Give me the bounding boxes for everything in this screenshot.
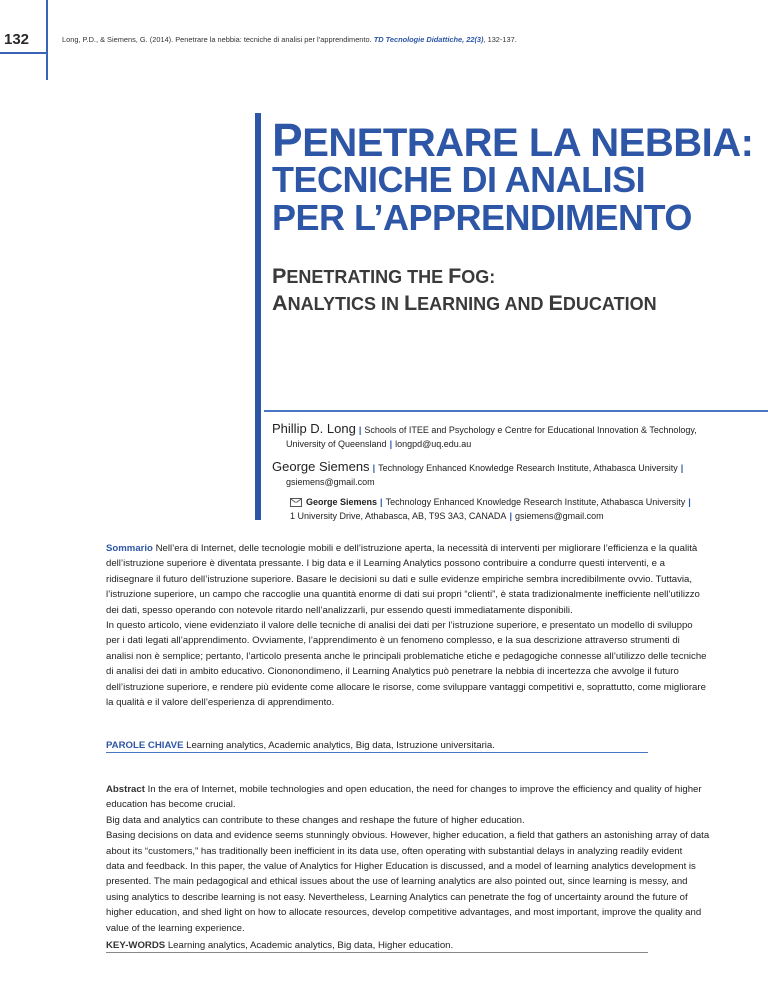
sommario-line: dei dati, spesso operando con notevole ritardo nell’analizzarli, pur essendo questi immediatamente disponibili. xyxy=(106,604,573,616)
citation-text: Long, P.D., & Siemens, G. (2014). Penetrare la nebbia: tecniche di analisi per l’apprendimento. xyxy=(62,35,372,44)
separator: | xyxy=(680,463,684,473)
abstract-line: In the era of Internet, mobile technologies and open education, the need for changes to improve the efficiency and quality of higher xyxy=(147,784,702,795)
abstract-line: presented. The main pedagogical and ethical issues about the use of learning analytics are also pointed out, since learning is messy, and xyxy=(106,876,688,888)
keywords-underline xyxy=(106,752,648,753)
subtitle-cap: F xyxy=(448,263,462,288)
sommario-line: dell’istruzione superiore è diventata pressante. I big data e il Learning Analytics possono contribuire a condurre questi interventi, e a xyxy=(106,558,665,570)
author-affiliation: Technology Enhanced Knowledge Research Institute, Athabasca University xyxy=(378,463,678,473)
sommario-line: Nell’era di Internet, delle tecnologie mobili e dell’istruzione aperta, la necessità di interventi per migliorare l’efficienza e la qualità xyxy=(155,543,698,554)
sommario-line: ridisegnare il futuro dell’istruzione superiore. Basare le decisioni su dati e sulle evidenze empiriche sembra incredibilmente ovvio. Tuttavia, xyxy=(106,573,693,585)
title-line-1-rest: ENETRARE LA NEBBIA: xyxy=(302,121,754,165)
key-words-text: Learning analytics, Academic analytics, Big data, Higher education. xyxy=(167,940,454,951)
parole-chiave-label: PAROLE CHIAVE xyxy=(106,740,184,751)
sommario-line: di analisi dei dati in ambito educativo. Ciononondimeno, il Learning Analytics può penetrare la nebbia di incertezza che avvolge il futuro xyxy=(106,666,679,678)
subtitle-text: OG: xyxy=(461,267,496,287)
correspondence-email[interactable]: gsiemens@gmail.com xyxy=(514,511,604,521)
abstract-line: education has become crucial. xyxy=(106,799,236,811)
abstract-line: higher education, and shed light on how to allocate resources, develop competitive advantages, and most important, improve the quality and xyxy=(106,907,702,919)
sommario-label: Sommario xyxy=(106,543,153,554)
subtitle-text: ENETRATING THE xyxy=(286,267,449,287)
correspondence-name: George Siemens xyxy=(306,497,378,507)
envelope-icon xyxy=(290,498,302,507)
separator: | xyxy=(358,425,362,435)
title-accent-bar xyxy=(255,113,261,520)
abstract-line: Big data and analytics can contribute to these changes and reshape the future of higher education. xyxy=(106,814,525,826)
abstract-label: Abstract xyxy=(106,784,145,795)
abstract-line: data and feedback. In this paper, the value of Analytics for Higher Education is discussed, and a model of learning analytics development is xyxy=(106,861,696,873)
abstract-paragraph xyxy=(106,782,710,936)
citation-pages: , 132-137. xyxy=(483,35,517,44)
article-title-line-3: PER L’APPRENDIMENTO xyxy=(272,197,692,238)
separator: | xyxy=(380,497,383,507)
correspondence-affiliation: Technology Enhanced Knowledge Research Institute, Athabasca University xyxy=(385,497,686,507)
authors-divider xyxy=(264,410,768,412)
sommario-line: l’istruzione superiore, un campo che raccoglie una quantità enorme di dati sui propri “clienti”, è stata tradizionalmente inefficiente nell’utilizzo xyxy=(106,589,700,601)
author-name: Phillip D. Long xyxy=(272,421,356,436)
subtitle-cap: P xyxy=(272,263,287,288)
sommario-line: dell’istruzione superiore, e rendere più evidente come allocare le risorse, come sviluppare vantaggi competitivi e, soprattutto, come migliorare xyxy=(106,681,706,693)
article-title-line-1 xyxy=(272,114,754,166)
key-words-underline xyxy=(106,952,648,953)
english-title-line-2 xyxy=(272,290,657,316)
abstract-line: using analytics to describe learning is not easy. Nevertheless, Learning Analytics can penetrate the fog of uncertainty around the future of xyxy=(106,891,688,903)
article-title-line-2: TECNICHE DI ANALISI xyxy=(272,159,646,200)
subtitle-cap: A xyxy=(272,290,288,315)
abstract-line: Basing decisions on data and evidence seems stunningly obvious. However, higher education, a field that gathers an astonishing array of data xyxy=(106,830,710,842)
subtitle-text: NALYTICS IN xyxy=(287,294,404,314)
author-affiliation-continued: University of Queensland xyxy=(286,439,387,449)
separator: | xyxy=(688,497,691,507)
sommario-line: la qualità e il valore dell’esperienza di apprendimento. xyxy=(106,697,335,709)
author-affiliation: Schools of ITEE and Psychology e Centre for Educational Innovation & Technology, xyxy=(364,425,697,435)
separator: | xyxy=(389,439,393,449)
sommario-line: In questo articolo, viene evidenziato il valore delle tecniche di analisi dei dati per l’istruzione superiore, e presentato un modello di sviluppo xyxy=(106,620,693,632)
english-title-line-1 xyxy=(272,263,495,289)
correspondence-block xyxy=(276,495,736,523)
separator: | xyxy=(372,463,376,473)
author-email[interactable]: gsiemens@gmail.com xyxy=(286,477,375,487)
parole-chiave-text: Learning analytics, Academic analytics, Big data, Istruzione universitaria. xyxy=(186,740,495,751)
title-initial: P xyxy=(272,114,303,166)
sommario-line: analisi non è semplice; pertanto, l’articolo presenta anche le principali problematiche etiche e pedagogiche connesse all’utilizzo delle tecniche xyxy=(106,650,707,662)
separator: | xyxy=(509,511,512,521)
journal-name: TD Tecnologie Didattiche, 22(3) xyxy=(373,35,484,44)
abstract-line: value of the learning experience. xyxy=(106,922,245,934)
subtitle-text: DUCATION xyxy=(562,294,657,314)
correspondence-address: 1 University Drive, Athabasca, AB, T9S 3A3, CANADA xyxy=(290,511,507,521)
header-vertical-rule xyxy=(46,0,48,80)
sommario-line: per i dati legati all’apprendimento. Ovviamente, l’apprendimento è un fenomeno complesso, e la sua descrizione attraverso strumenti di xyxy=(106,635,680,647)
author-name: George Siemens xyxy=(272,459,370,474)
subtitle-cap: L xyxy=(403,290,418,315)
header-horizontal-rule xyxy=(0,52,48,54)
subtitle-cap: E xyxy=(548,290,563,315)
header-citation xyxy=(62,35,517,44)
author-email[interactable]: longpd@uq.edu.au xyxy=(395,439,472,449)
sommario-paragraph xyxy=(106,541,707,710)
author-block xyxy=(272,422,732,451)
abstract-line: about its “customers,” has traditionally been inefficient in its data use, often operating with substantial delays in analyzing readily evident xyxy=(106,845,683,857)
subtitle-text: EARNING AND xyxy=(417,294,549,314)
key-words-label: KEY-WORDS xyxy=(106,940,166,951)
author-block xyxy=(272,460,732,489)
page-number: 132 xyxy=(4,31,30,48)
